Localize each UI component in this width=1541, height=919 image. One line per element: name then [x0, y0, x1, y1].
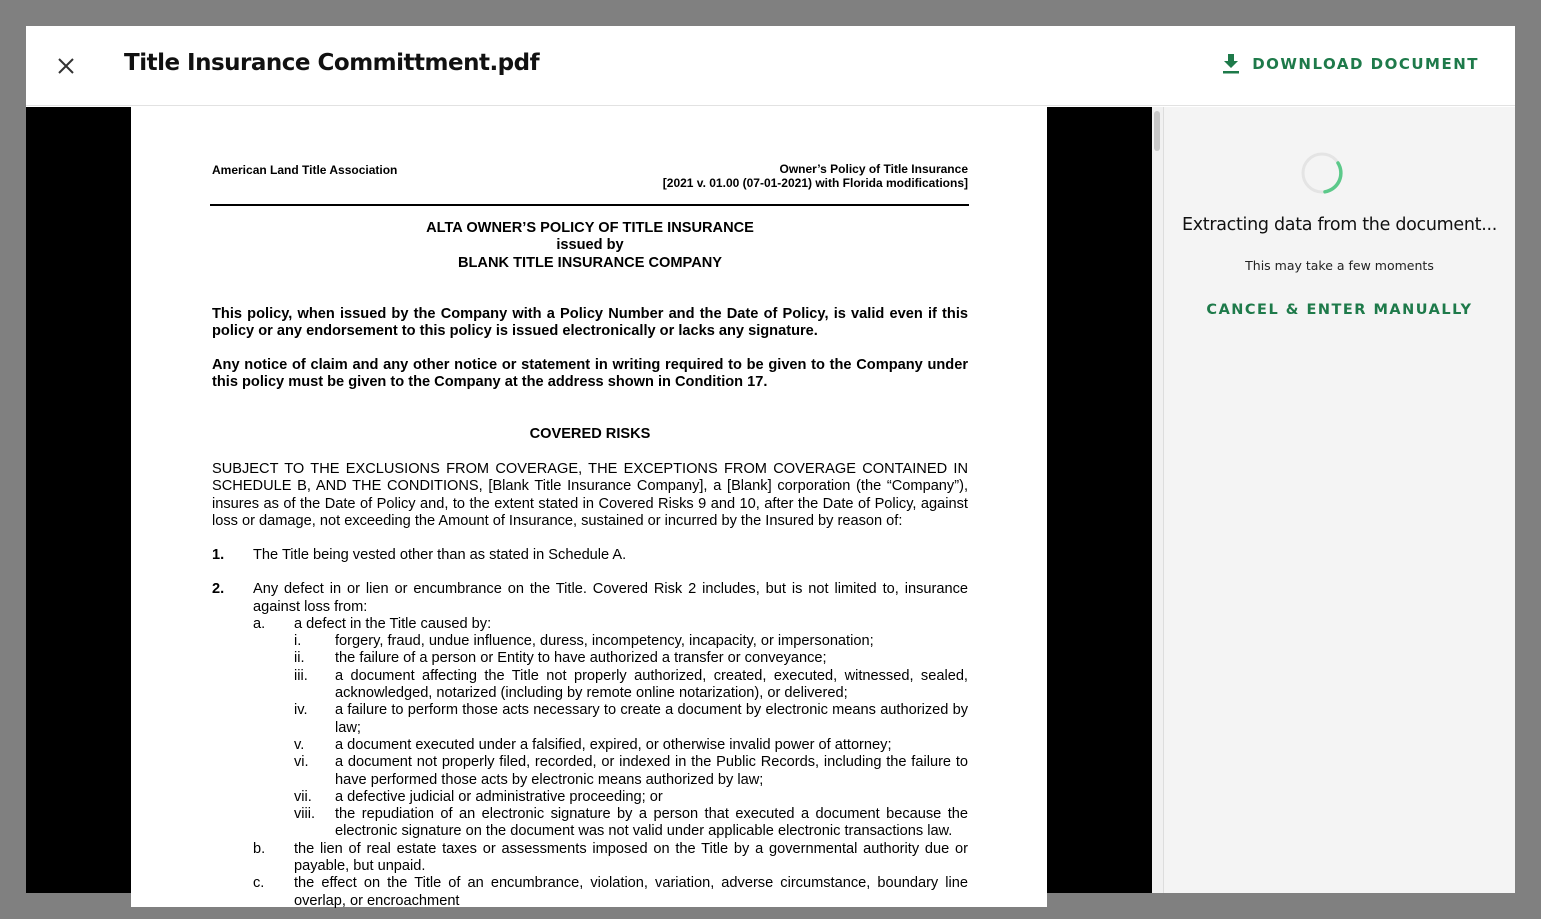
- doc-header-left: American Land Title Association: [212, 163, 398, 177]
- extraction-subtext: This may take a few moments: [1245, 258, 1434, 273]
- notice-1: This policy, when issued by the Company with a Policy Number and the Date of Policy, is valid even if this policy or any endorsement to this policy is issued electronically or lacks any signature.: [212, 306, 968, 340]
- download-label: DOWNLOAD DOCUMENT: [1252, 55, 1479, 73]
- roman-item: [294, 668, 968, 703]
- list-item: [212, 547, 968, 564]
- intro-paragraph: SUBJECT TO THE EXCLUSIONS FROM COVERAGE, THE EXCEPTIONS FROM COVERAGE CONTAINED IN SCHEDULE B, AND THE CONDITIONS, [Blank Title Insurance Company], a [Blank] corporation (the “Company”), insures as of the Date of Policy and, to the extent stated in Covered Risks 9 and 10, after the Date of Policy, against loss or damage, not exceeding the Amount of Insurance, sustained or incurred by the Insured by reason of:: [212, 461, 968, 529]
- sub-letter: a.: [253, 615, 266, 632]
- roman-text: the failure of a person or Entity to have authorized a transfer or conveyance;: [335, 650, 827, 667]
- roman-text: a document executed under a falsified, expired, or otherwise invalid power of attorney;: [335, 736, 892, 753]
- roman-numeral: v.: [294, 736, 305, 753]
- scrollbar-thumb[interactable]: [1154, 111, 1160, 151]
- pdf-viewer[interactable]: [26, 107, 1152, 909]
- download-icon: [1222, 54, 1240, 74]
- modal-title: Title Insurance Committment.pdf: [124, 50, 540, 76]
- header-rule: [210, 204, 969, 206]
- doc-header-right-line: [2021 v. 01.00 (07-01-2021) with Florida modifications]: [662, 176, 968, 190]
- roman-item: [294, 702, 968, 737]
- roman-numeral: iv.: [294, 702, 308, 719]
- sub-letter: c.: [253, 875, 265, 892]
- item-number: 2.: [212, 581, 225, 598]
- roman-text: a document not properly filed, recorded, or indexed in the Public Records, including the failure to have performed those acts by electronic means authorized by law;: [335, 754, 968, 788]
- roman-numeral: vi.: [294, 754, 309, 771]
- roman-numeral: i.: [294, 633, 302, 650]
- doc-title-line: BLANK TITLE INSURANCE COMPANY: [457, 254, 723, 271]
- extraction-panel: [1163, 107, 1515, 893]
- doc-header-right-line: Owner’s Policy of Title Insurance: [779, 162, 968, 176]
- roman-item: [294, 737, 968, 754]
- doc-title-line: ALTA OWNER’S POLICY OF TITLE INSURANCE: [426, 220, 754, 236]
- close-button[interactable]: [54, 54, 78, 78]
- sub-item: [253, 616, 968, 841]
- item-number: 1.: [212, 547, 225, 563]
- roman-item: [294, 633, 968, 650]
- roman-numeral: ii.: [294, 650, 305, 667]
- doc-title: [212, 220, 968, 272]
- sub-text: the effect on the Title of an encumbrance, violation, variation, adverse circumstance, boundary line overlap, or encroachment: [294, 875, 968, 909]
- cancel-enter-manually-button[interactable]: CANCEL & ENTER MANUALLY: [1206, 302, 1473, 318]
- pdf-page: [131, 107, 1047, 907]
- download-document-button[interactable]: [1222, 54, 1479, 74]
- doc-header-right: [663, 162, 968, 190]
- roman-text: the repudiation of an electronic signature by a person that executed a document because the electronic signature on the document was not valid under applicable electronic transactions law.: [335, 806, 968, 840]
- document-preview-modal: [26, 26, 1515, 909]
- loading-spinner-icon: [1300, 151, 1344, 195]
- sub-item: [253, 875, 968, 910]
- roman-numeral: iii.: [294, 667, 308, 684]
- item-text: Any defect in or lien or encumbrance on the Title. Covered Risk 2 includes, but is not limited to, insurance against loss from:: [253, 581, 968, 615]
- roman-text: a defective judicial or administrative proceeding; or: [335, 788, 663, 805]
- sub-text: the lien of real estate taxes or assessments imposed on the Title by a governmental authority due or payable, but unpaid.: [294, 840, 968, 875]
- notice-2: Any notice of claim and any other notice or statement in writing required to be given to the Company under this policy must be given to the Company at the address shown in Condition 17.: [212, 357, 968, 391]
- sub-text: a defect in the Title caused by:: [294, 615, 492, 632]
- roman-list: [294, 633, 968, 841]
- list-item: [212, 581, 968, 910]
- roman-item: [294, 789, 968, 806]
- close-icon: [54, 54, 78, 78]
- sub-letter: b.: [253, 840, 266, 857]
- covered-risks-list: [212, 547, 968, 910]
- roman-item: [294, 650, 968, 667]
- section-heading: COVERED RISKS: [529, 426, 651, 442]
- roman-item: [294, 806, 968, 841]
- roman-numeral: vii.: [294, 788, 312, 805]
- sub-item: [253, 841, 968, 876]
- roman-numeral: viii.: [294, 806, 316, 823]
- roman-text: a document affecting the Title not properly authorized, created, executed, witnessed, sealed, acknowledged, notarized (including by remote online notarization), or delivered;: [335, 667, 968, 702]
- doc-title-line: issued by: [556, 237, 624, 254]
- roman-text: forgery, fraud, undue influence, duress, incompetency, incapacity, or impersonation;: [335, 633, 874, 650]
- viewer-scrollbar[interactable]: [1152, 107, 1163, 893]
- item-text: The Title being vested other than as stated in Schedule A.: [253, 547, 627, 563]
- roman-item: [294, 754, 968, 789]
- modal-header: [26, 26, 1515, 106]
- extraction-heading: Extracting data from the document...: [1181, 215, 1498, 235]
- roman-text: a failure to perform those acts necessary to create a document by electronic means authorized by law;: [335, 702, 968, 736]
